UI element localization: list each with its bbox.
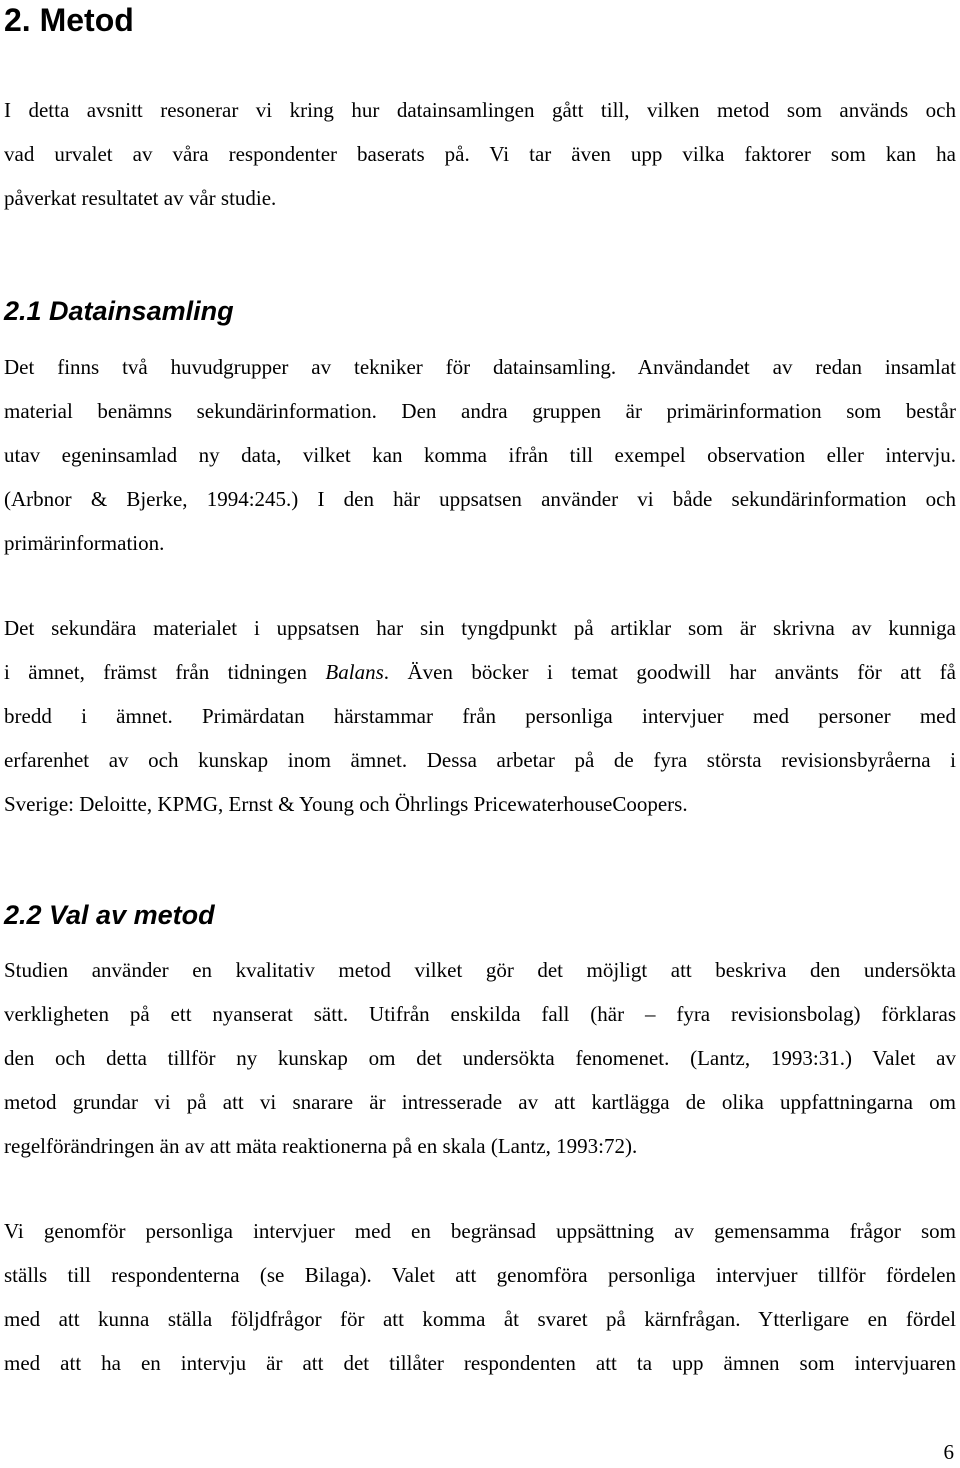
section-heading-datainsamling: 2.1 Datainsamling (4, 296, 234, 326)
text-line: bredd i ämnet. Primärdatan härstammar från personliga intervjuer med personer med (4, 704, 956, 728)
datainsamling-paragraph-1 (4, 345, 956, 565)
text-line: material benämns sekundärinformation. Den andra gruppen är primärinformation som består (4, 399, 956, 423)
text-line: I detta avsnitt resonerar vi kring hur datainsamlingen gått till, vilken metod som används och (4, 98, 956, 122)
text-line: erfarenhet av och kunskap inom ämnet. Dessa arbetar på de fyra största revisionsbyråerna i (4, 748, 956, 772)
text-line: vad urvalet av våra respondenter baserats på. Vi tar även upp vilka faktorer som kan ha (4, 142, 956, 166)
page-number: 6 (943, 1440, 954, 1464)
text-line: metod grundar vi på att vi snarare är intresserade av att kartlägga de olika uppfattningarna om (4, 1090, 956, 1114)
text-line: primärinformation. (4, 531, 165, 555)
chapter-heading: 2. Metod (4, 2, 134, 38)
val-av-metod-paragraph-2 (4, 1209, 956, 1385)
text-run: . Även böcker i temat goodwill har använts för att få (383, 660, 956, 684)
text-line: (Arbnor & Bjerke, 1994:245.) I den här uppsatsen använder vi både sekundärinformation och (4, 487, 956, 511)
datainsamling-paragraph-2 (4, 606, 956, 826)
text-line: Vi genomför personliga intervjuer med en begränsad uppsättning av gemensamma frågor som (4, 1219, 956, 1243)
text-line: utav egeninsamlad ny data, vilket kan komma ifrån till exempel observation eller intervju. (4, 443, 956, 467)
text-line: den och detta tillför ny kunskap om det undersökta fenomenet. (Lantz, 1993:31.) Valet av (4, 1046, 956, 1070)
journal-title: Balans (325, 660, 384, 684)
text-line: regelförändringen än av att mäta reaktionerna på en skala (Lantz, 1993:72). (4, 1134, 638, 1158)
text-line (4, 650, 956, 694)
section-heading-val-av-metod: 2.2 Val av metod (4, 900, 215, 930)
text-line: Studien använder en kvalitativ metod vilket gör det möjligt att beskriva den undersökta (4, 958, 956, 982)
text-run: i ämnet, främst från tidningen (4, 660, 326, 684)
text-line: med att kunna ställa följdfrågor för att komma åt svaret på kärnfrågan. Ytterligare en fördel (4, 1307, 956, 1331)
text-line: ställs till respondenterna (se Bilaga). Valet att genomföra personliga intervjuer tillför fördelen (4, 1263, 956, 1287)
text-line: Det sekundära materialet i uppsatsen har sin tyngdpunkt på artiklar som är skrivna av kunniga (4, 616, 956, 640)
val-av-metod-paragraph-1 (4, 948, 956, 1168)
intro-paragraph (4, 88, 956, 220)
text-line: Det finns två huvudgrupper av tekniker för datainsamling. Användandet av redan insamlat (4, 355, 956, 379)
text-line: med att ha en intervju är att det tillåter respondenten att ta upp ämnen som intervjuaren (4, 1351, 956, 1375)
text-line: verkligheten på ett nyanserat sätt. Utifrån enskilda fall (här – fyra revisionsbolag) förklaras (4, 1002, 956, 1026)
text-line: Sverige: Deloitte, KPMG, Ernst & Young och Öhrlings PricewaterhouseCoopers. (4, 792, 688, 816)
text-line: påverkat resultatet av vår studie. (4, 186, 277, 210)
